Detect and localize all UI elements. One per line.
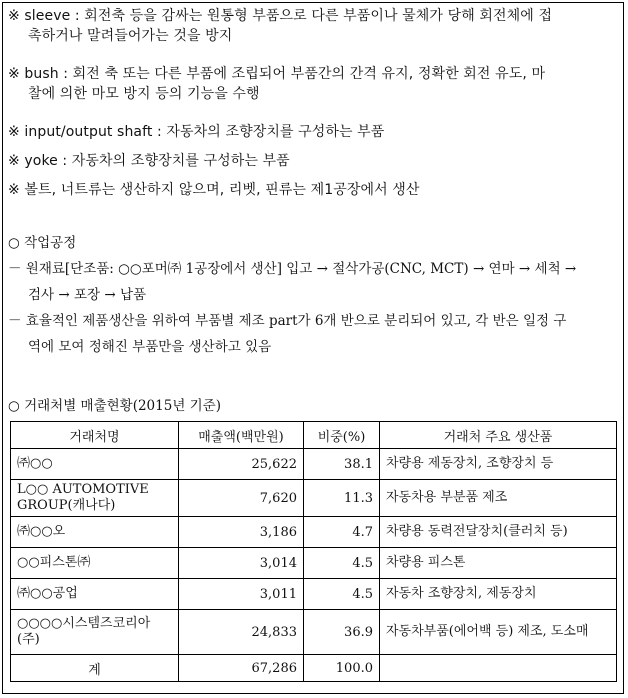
note-bush: [8, 64, 618, 104]
cell-share: 38.1: [304, 449, 380, 480]
sales-table: [10, 421, 617, 682]
cell-share: 4.5: [304, 548, 380, 579]
cell-client: ○○○○시스템즈코리아(주): [11, 610, 179, 655]
cell-amount: 3,011: [179, 579, 304, 610]
process-item-1: － 원재료[단조품: ○○포머㈜ 1공장에서 생산] 입고 → 절삭가공(CNC, MCT) → 연마 → 세척 →: [8, 261, 577, 277]
table-row: [11, 548, 617, 579]
cell-total-share: 100.0: [304, 655, 380, 682]
table-total-row: [11, 655, 617, 682]
header-amount: 매출액(백만원): [179, 422, 304, 449]
note-mark: ※: [8, 124, 20, 140]
cell-amount: 24,833: [179, 610, 304, 655]
cell-client: ㈜○○: [11, 449, 179, 480]
cell-amount: 25,622: [179, 449, 304, 480]
note-text: input/output shaft : 자동차의 조향장치를 구성하는 부품: [24, 124, 385, 140]
cell-product: 자동차 조향장치, 제동장치: [380, 579, 617, 610]
cell-product: 차량용 동력전달장치(클러치 등): [380, 517, 617, 548]
note-shaft: [8, 122, 618, 142]
table-row: [11, 610, 617, 655]
note-mark: ※: [8, 153, 20, 169]
note-text: 볼트, 너트류는 생산하지 않으며, 리벳, 핀류는 제1공장에서 생산: [24, 182, 420, 198]
note-mark: ※: [8, 182, 20, 198]
cell-product: 자동차용 부분품 제조: [380, 480, 617, 517]
process-section: [8, 233, 618, 357]
cell-client: L○○ AUTOMOTIVE GROUP(캐나다): [11, 480, 179, 517]
cell-total-product: [380, 655, 617, 682]
note-text: sleeve : 회전축 등을 감싸는 원통형 부품으로 다른 부품이나 물체가 당해 회전체에 접: [24, 8, 553, 24]
header-product: 거래처 주요 생산품: [380, 422, 617, 449]
cell-product: 자동차부품(에어백 등) 제조, 도소매: [380, 610, 617, 655]
cell-share: 4.5: [304, 579, 380, 610]
table-row: [11, 480, 617, 517]
header-client: 거래처명: [11, 422, 179, 449]
process-item-1-cont: 검사 → 포장 → 납품: [28, 287, 147, 303]
cell-share: 11.3: [304, 480, 380, 517]
process-item-2: － 효율적인 제품생산을 위하여 부품별 제조 part가 6개 반으로 분리되어 있고, 각 반은 일정 구: [8, 313, 567, 329]
cell-total-label: 계: [11, 655, 179, 682]
process-item-2-cont: 역에 모여 정해진 부품만을 생산하고 있음: [28, 339, 272, 355]
note-yoke: [8, 151, 618, 171]
cell-total-amount: 67,286: [179, 655, 304, 682]
table-header-row: [11, 422, 617, 449]
note-mark: ※: [8, 8, 20, 24]
note-text: yoke : 자동차의 조향장치를 구성하는 부품: [24, 153, 290, 169]
cell-client: ○○피스톤㈜: [11, 548, 179, 579]
note-bolts: [8, 180, 618, 200]
cell-product: 차량용 제동장치, 조향장치 등: [380, 449, 617, 480]
note-mark: ※: [8, 66, 20, 82]
header-share: 비중(%): [304, 422, 380, 449]
table-row: [11, 579, 617, 610]
note-text: bush : 회전 축 또는 다른 부품에 조립되어 부품간의 간격 유지, 정확한 회전 유도, 마: [24, 66, 546, 82]
cell-client: ㈜○○오: [11, 517, 179, 548]
cell-amount: 3,186: [179, 517, 304, 548]
cell-amount: 3,014: [179, 548, 304, 579]
table-row: [11, 517, 617, 548]
process-heading: ○ 작업공정: [8, 235, 77, 251]
note-continuation: 촉하거나 말려들어가는 것을 방지: [28, 28, 233, 44]
note-continuation: 찰에 의한 마모 방지 등의 기능을 수행: [28, 86, 260, 102]
note-sleeve: [8, 6, 618, 46]
cell-share: 4.7: [304, 517, 380, 548]
sales-heading: ○ 거래처별 매출현황(2015년 기준): [8, 398, 221, 414]
cell-amount: 7,620: [179, 480, 304, 517]
cell-client: ㈜○○공업: [11, 579, 179, 610]
cell-product: 차량용 피스톤: [380, 548, 617, 579]
table-row: [11, 449, 617, 480]
cell-share: 36.9: [304, 610, 380, 655]
